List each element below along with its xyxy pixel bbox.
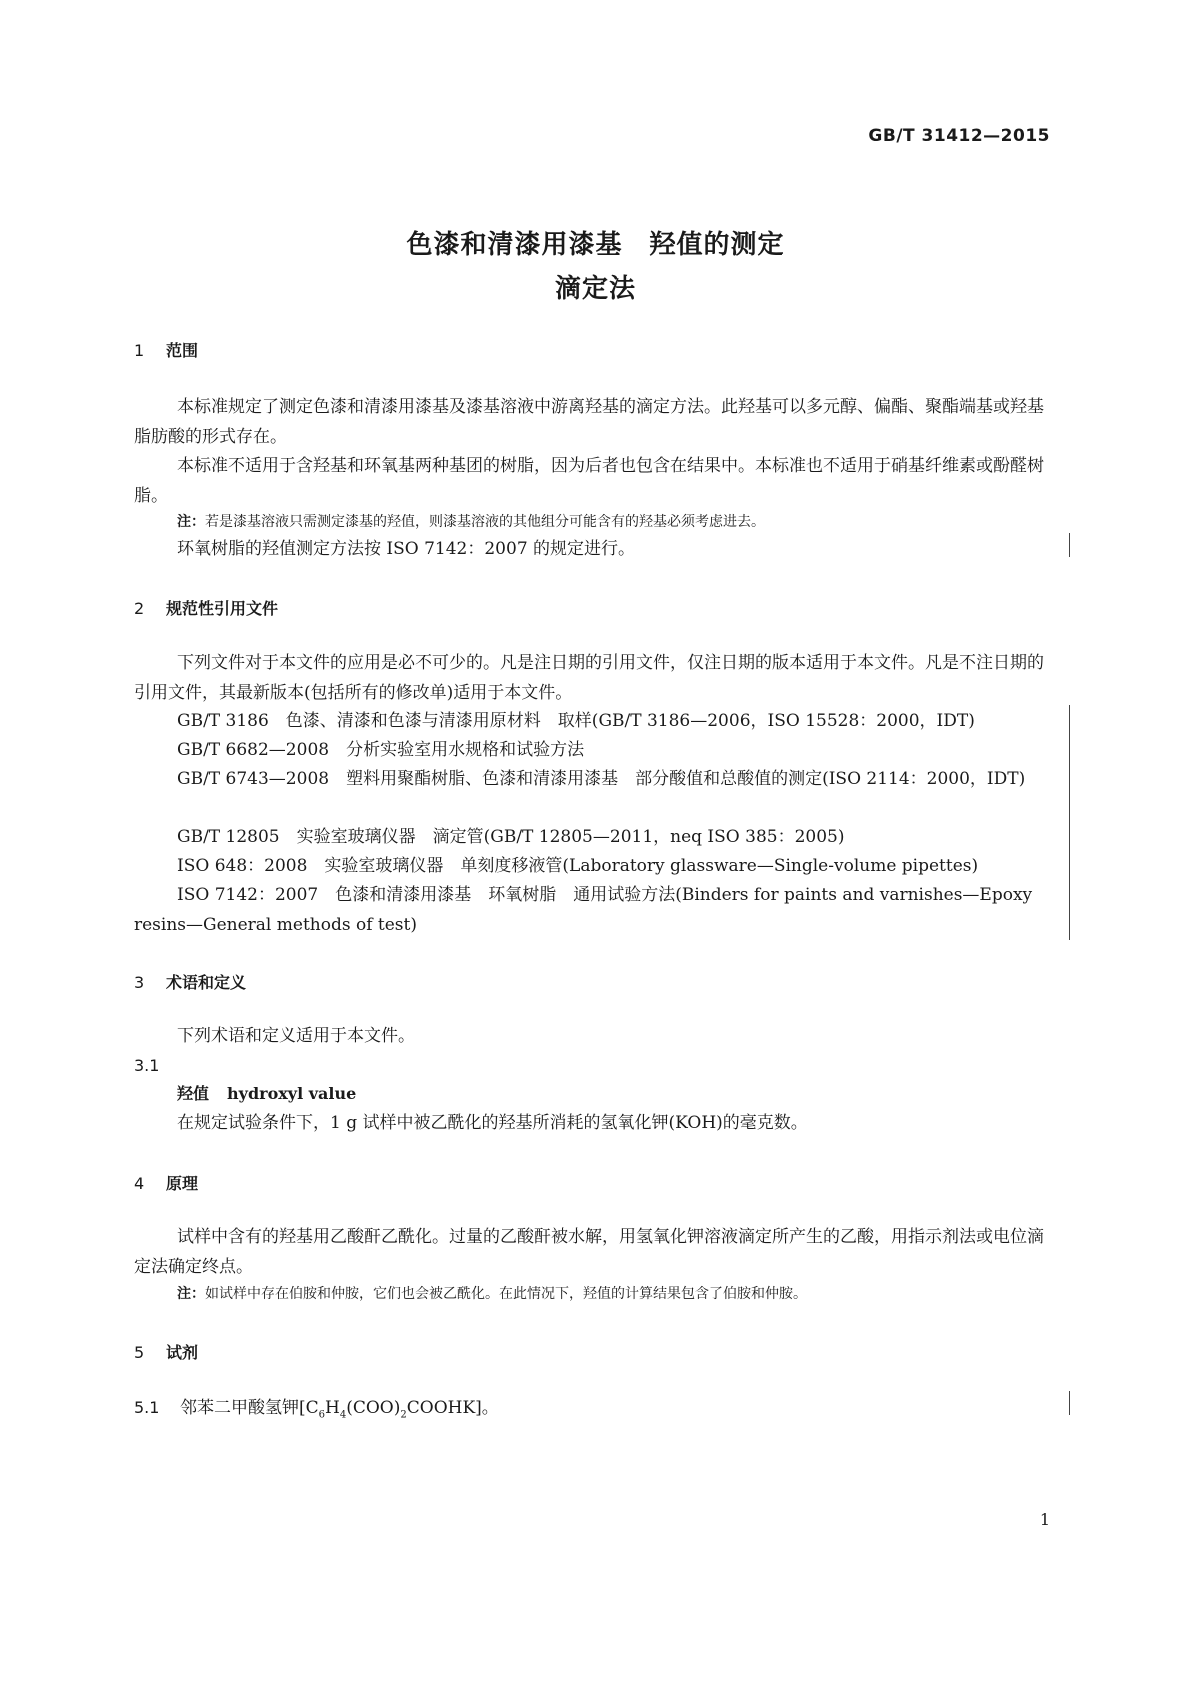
section-heading-principle [134,1171,198,1194]
reference-item: ISO 648：2008 实验室玻璃仪器 单刻度移液管(Laboratory glassware—Single-volume pipettes) [177,856,979,876]
page-subtitle: 滴定法 [554,274,636,304]
terms-intro: 下列术语和定义适用于本文件。 [177,1026,415,1046]
term-number: 3.1 [134,1056,160,1075]
scope-note [177,511,765,533]
term-english: hydroxyl value [227,1084,357,1103]
section-heading-terms [134,970,246,993]
references-intro: 下列文件对于本文件的应用是必不可少的。凡是注日期的引用文件，仅注日期的版本适用于本文件。凡是不注日期的引用文件，其最新版本(包括所有的修改单)适用于本文件。 [134,653,1044,703]
section-heading-reagents [134,1340,198,1363]
section-title: 原理 [166,1174,199,1193]
standard-number: GB/T 31412—2015 [868,126,1050,146]
reagent-number: 5.1 [134,1398,160,1417]
note-text: 若是漆基溶液只需测定漆基的羟值，则漆基溶液的其他组分可能含有的羟基必须考虑进去。 [205,514,765,530]
reference-item: GB/T 3186 色漆、清漆和色漆与清漆用原材料 取样(GB/T 3186—2006，ISO 15528：2000，IDT) [177,711,975,731]
section-number: 5 [134,1343,145,1362]
section-number: 1 [134,341,145,360]
page-number: 1 [1039,1510,1050,1529]
scope-paragraph-1: 本标准规定了测定色漆和清漆用漆基及漆基溶液中游离羟基的滴定方法。此羟基可以多元醇、偏酯、聚酯端基或羟基脂肪酸的形式存在。 [134,397,1044,447]
reference-item: ISO 7142：2007 色漆和清漆用漆基 环氧树脂 通用试验方法(Binders for paints and varnishes—Epoxy resins—General methods of test) [134,885,1033,935]
scope-paragraph-3: 环氧树脂的羟值测定方法按 ISO 7142：2007 的规定进行。 [177,539,636,559]
term-entry [134,1079,1058,1109]
principle-paragraph: 试样中含有的羟基用乙酸酐乙酰化。过量的乙酸酐被水解，用氢氧化钾溶液滴定所产生的乙酸，用指示剂法或电位滴定法确定终点。 [134,1227,1044,1277]
section-heading-normative-references [134,596,278,619]
reference-item: GB/T 6682—2008 分析实验室用水规格和试验方法 [177,740,585,760]
section-heading-scope [134,338,198,361]
reagent-formula: 邻苯二甲酸氢钾$[C_6H_4(COO)_2COOHK]$。 [180,1398,499,1421]
section-title: 规范性引用文件 [166,599,279,618]
note-label: 注： [177,514,205,530]
section-number: 4 [134,1174,145,1193]
reagent-item [134,1393,1058,1430]
page-title: 色漆和清漆用漆基 羟值的测定 [406,230,785,260]
scope-paragraph-2: 本标准不适用于含羟基和环氧基两种基团的树脂，因为后者也包含在结果中。本标准也不适用于硝基纤维素或酚醛树脂。 [134,456,1044,506]
note-text: 如试样中存在伯胺和仲胺，它们也会被乙酰化。在此情况下，羟值的计算结果包含了伯胺和仲胺。 [205,1286,807,1302]
reference-item: GB/T 6743—2008 塑料用聚酯树脂、色漆和清漆用漆基 部分酸值和总酸值的测定(ISO 2114：2000，IDT) [177,769,1026,789]
section-number: 3 [134,973,145,992]
change-bar [1069,705,1070,940]
term-chinese: 羟值 [177,1084,210,1103]
principle-note [177,1283,807,1305]
section-title: 范围 [166,341,199,360]
section-number: 2 [134,599,145,618]
change-bar [1069,1391,1070,1415]
section-title: 试剂 [166,1343,199,1362]
reference-item: GB/T 12805 实验室玻璃仪器 滴定管(GB/T 12805—2011，neq ISO 385：2005) [177,827,845,847]
section-title: 术语和定义 [166,973,247,992]
note-label: 注： [177,1286,205,1302]
term-definition: 在规定试验条件下，1 g 试样中被乙酰化的羟基所消耗的氢氧化钾(KOH)的毫克数。 [177,1113,808,1133]
change-bar [1069,533,1070,557]
